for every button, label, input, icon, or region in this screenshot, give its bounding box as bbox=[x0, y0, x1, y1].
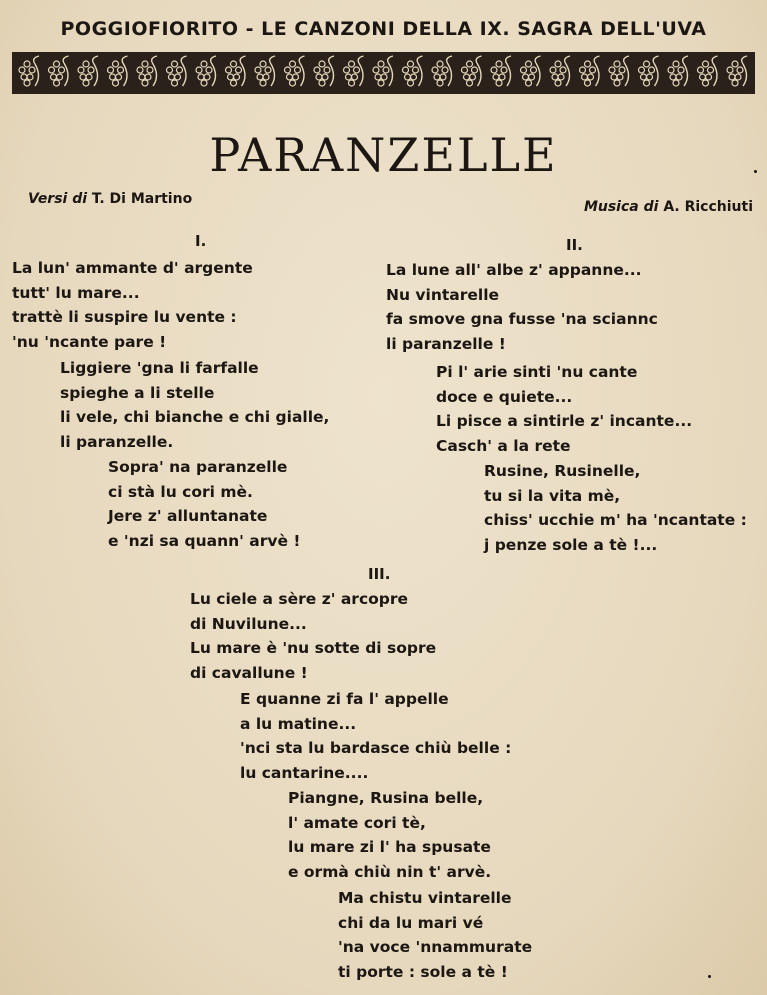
stanza-1-block-b bbox=[60, 356, 329, 454]
verse-line: lu cantarine.... bbox=[240, 763, 369, 782]
stanza-1-number: I. bbox=[195, 232, 207, 250]
verse-line: fa smove gna fusse 'na sciannc bbox=[386, 310, 658, 328]
music-author: A. Ricchiuti bbox=[663, 199, 753, 215]
stanza-3-block-c bbox=[288, 786, 491, 884]
verse-line: 'na voce 'nnammurate bbox=[338, 938, 533, 956]
verse-line: La lune all' albe z' appanne... bbox=[386, 261, 642, 279]
print-speck bbox=[708, 975, 711, 978]
verse-line: spieghe a li stelle bbox=[60, 383, 215, 402]
verse-line: tutt' lu mare... bbox=[12, 283, 140, 302]
verse-line: Piangne, Rusina belle, bbox=[288, 789, 484, 807]
stanza-3-block-b bbox=[240, 687, 511, 785]
verse-line: Lu ciele a sère z' arcopre bbox=[190, 590, 409, 608]
verse-line: e ormà chiù nin t' arvè. bbox=[288, 862, 492, 881]
stanza-3-block-a bbox=[190, 587, 436, 685]
grape-vine-border bbox=[12, 52, 755, 94]
verse-line: 'nci sta lu bardasce chiù belle : bbox=[240, 739, 512, 757]
stanza-2-block-c bbox=[484, 459, 747, 557]
verse-line: li vele, chi bianche e chi gialle, bbox=[60, 408, 330, 426]
verse-line: E quanne zi fa l' appelle bbox=[240, 690, 449, 708]
verse-line: Pi l' arie sinti 'nu cante bbox=[436, 363, 638, 381]
verse-line: di Nuvilune... bbox=[190, 614, 307, 633]
stanza-3-block-d bbox=[338, 886, 532, 984]
stanza-2-block-a bbox=[386, 258, 658, 356]
verse-line: di cavallune ! bbox=[190, 663, 308, 682]
song-title: PARANZELLE bbox=[209, 128, 558, 182]
lyrics-role: Versi di bbox=[28, 191, 88, 207]
verse-line: Lu mare è 'nu sotte di sopre bbox=[190, 639, 437, 657]
lyrics-credit bbox=[28, 191, 192, 207]
verse-line: lu mare zi l' ha spusate bbox=[288, 838, 491, 856]
verse-line: ti porte : sole a tè ! bbox=[338, 962, 508, 981]
verse-line: Sopra' na paranzelle bbox=[108, 458, 288, 476]
verse-line: l' amate cori tè, bbox=[288, 813, 426, 832]
lyrics-author: T. Di Martino bbox=[91, 191, 193, 207]
stanza-3-number: III. bbox=[368, 565, 391, 583]
verse-line: Li pisce a sintirle z' incante... bbox=[436, 412, 693, 430]
verse-line: 'nu 'ncante pare ! bbox=[12, 332, 167, 351]
verse-line: chiss' ucchie m' ha 'ncantate : bbox=[484, 511, 747, 529]
verse-line: doce e quiete... bbox=[436, 387, 573, 406]
verse-line: Rusine, Rusinelle, bbox=[484, 462, 641, 480]
stanza-2-number: II. bbox=[566, 236, 583, 254]
verse-line: ci stà lu cori mè. bbox=[108, 482, 253, 501]
verse-line: Jere z' alluntanate bbox=[108, 507, 268, 525]
verse-line: trattè li suspire lu vente : bbox=[12, 308, 237, 326]
verse-line: chi da lu mari vé bbox=[338, 913, 484, 932]
verse-line: li paranzelle. bbox=[60, 432, 174, 451]
page-header: POGGIOFIORITO - LE CANZONI DELLA IX. SAGRA DELL'UVA bbox=[60, 18, 707, 40]
verse-line: Ma chistu vintarelle bbox=[338, 889, 512, 907]
stanza-1-block-c bbox=[108, 455, 301, 553]
verse-line: li paranzelle ! bbox=[386, 334, 506, 353]
verse-line: Casch' a la rete bbox=[436, 436, 571, 455]
music-credit bbox=[584, 199, 753, 215]
print-speck bbox=[754, 170, 757, 173]
verse-line: tu si la vita mè, bbox=[484, 486, 621, 505]
verse-line: a lu matine... bbox=[240, 714, 357, 733]
stanza-1-block-a bbox=[12, 256, 253, 354]
music-role: Musica di bbox=[583, 199, 659, 215]
verse-line: e 'nzi sa quann' arvè ! bbox=[108, 531, 301, 550]
stanza-2-block-b bbox=[436, 360, 692, 458]
verse-line: j penze sole a tè !... bbox=[484, 535, 658, 554]
verse-line: Liggiere 'gna li farfalle bbox=[60, 359, 259, 377]
verse-line: Nu vintarelle bbox=[386, 285, 500, 304]
verse-line: La lun' ammante d' argente bbox=[12, 259, 253, 277]
